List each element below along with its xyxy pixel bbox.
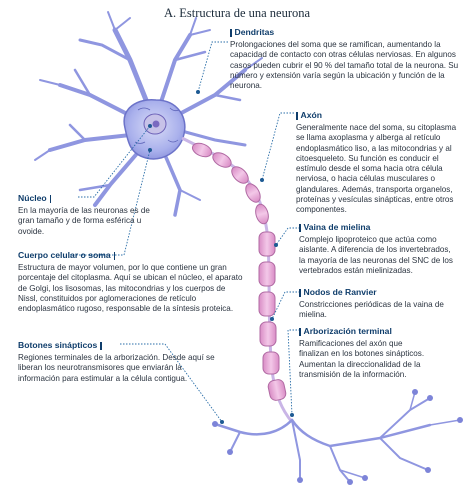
label-axon bbox=[296, 110, 466, 216]
label-vaina bbox=[299, 222, 459, 276]
label-cuerpo-heading: Cuerpo celular o soma bbox=[18, 250, 111, 260]
label-cuerpo bbox=[18, 250, 243, 314]
label-nucleo-text: En la mayoría de las neuronas es de gran tamaño y de forma esférica u ovoide. bbox=[18, 206, 150, 236]
label-arborizacion bbox=[299, 326, 429, 380]
label-dendritas-heading: Dendritas bbox=[234, 27, 275, 37]
label-axon-heading: Axón bbox=[300, 110, 322, 120]
synaptic-buttons bbox=[212, 389, 463, 485]
label-cuerpo-text: Estructura de mayor volumen, por lo que contiene un gran porcentaje del citoplasma. Aquí se ubican el núcleo, el aparato de Golgi, los lisosomas, las mitocondrias y los cuerpos de Nissl, constituidos por aglomeraciones de retículo endoplasmático rugoso, responsable de la síntesis proteica. bbox=[18, 263, 243, 314]
label-ranvier-text: Constricciones periódicas de la vaina de mielina. bbox=[299, 300, 444, 320]
label-vaina-text: Complejo lipoproteico que actúa como aislante. A diferencia de los invertebrados, la mayoría de las neuronas del SNC de los vertebrados están mielinizadas. bbox=[299, 235, 453, 275]
label-botones-heading: Botones sinápticos bbox=[18, 340, 98, 350]
label-arborizacion-heading: Arborización terminal bbox=[303, 326, 392, 336]
label-ranvier-heading: Nodos de Ranvier bbox=[303, 287, 377, 297]
label-vaina-heading: Vaina de mielina bbox=[303, 222, 371, 232]
label-dendritas-text: Prolongaciones del soma que se ramifican, aumentando la capacidad de contacto con otras células nerviosas. En algunos casos pueden cubrir el 90 % del tamaño total de la neurona. Su número y extensión varía según la ubicación y función de la neurona. bbox=[230, 40, 459, 91]
diagram-title: A. Estructura de una neurona bbox=[163, 6, 311, 20]
terminal-arborization bbox=[215, 392, 460, 482]
label-arborizacion-text: Ramificaciones del axón que finalizan en los botones sinápticos. Aumentan la direccionalidad de la transmisión de la información. bbox=[299, 339, 425, 379]
label-nucleo bbox=[18, 193, 153, 237]
label-botones bbox=[18, 340, 218, 384]
label-dendritas bbox=[230, 27, 470, 91]
label-botones-text: Regiones terminales de la arborización. Desde aquí se liberan los neurotransmisores que enviarán la información para estimular a la célula contigua. bbox=[18, 353, 215, 383]
label-ranvier bbox=[299, 287, 459, 321]
label-nucleo-heading: Núcleo bbox=[18, 193, 47, 203]
label-axon-text: Generalmente nace del soma, su citoplasma se llama axoplasma y alberga al retículo endoplasmático liso, a las mitocondrias y al citoesqueleto. Su función es conducir el estímulo desde el soma hacia otra célula nerviosa, o hacia células musculares o glandulares. Además, transporta organelos, proteínas y vesículas sinápticas, entre otros componentes. bbox=[296, 123, 457, 215]
